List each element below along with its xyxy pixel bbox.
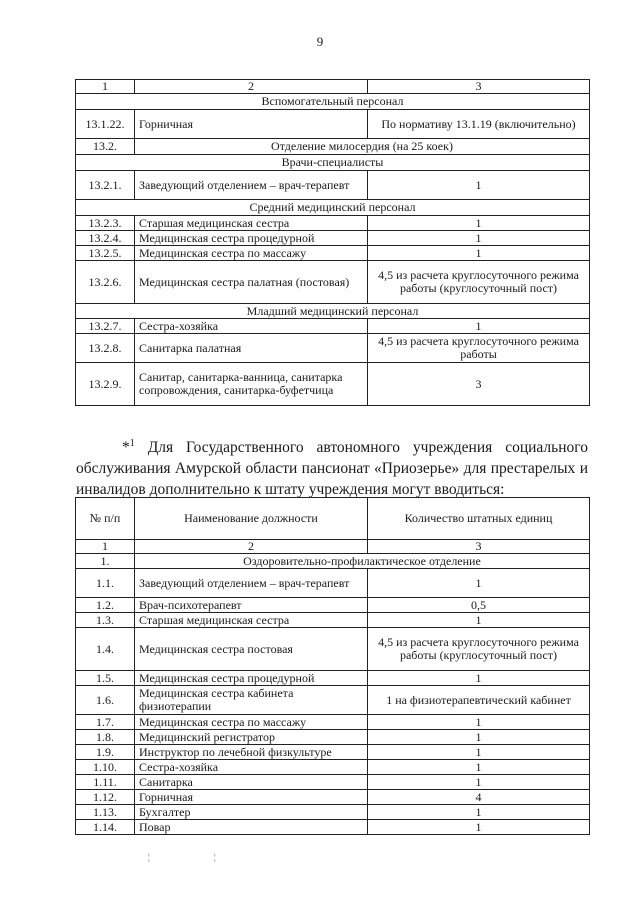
- position-name: Повар: [135, 820, 368, 835]
- table-row: [76, 363, 590, 406]
- table-row: [76, 231, 590, 246]
- row-number: 13.2.3.: [76, 216, 135, 231]
- column-number-row: [76, 540, 590, 554]
- footnote-text: Для Государственного автономного учреждения социального обслуживания Амурской области пансионат «Приозерье» для престарелых и инвалидов дополнительно к штату учреждения могут вводиться:: [76, 439, 589, 499]
- column-header: Количество штатных единиц: [368, 498, 590, 540]
- table-row: [76, 671, 590, 686]
- staff-count: 1: [368, 231, 590, 246]
- table-row: [76, 216, 590, 231]
- table-row: [76, 686, 590, 715]
- staff-count: 0,5: [368, 598, 590, 613]
- table-row: [76, 319, 590, 334]
- footnote-sup: 1: [129, 438, 135, 449]
- staff-count: 1: [368, 569, 590, 598]
- row-number: 1.9.: [76, 745, 135, 760]
- table-row: [76, 760, 590, 775]
- position-name: Горничная: [135, 790, 368, 805]
- staff-count: 1: [368, 319, 590, 334]
- section-title: Младший медицинский персонал: [76, 304, 590, 319]
- staff-count: 1: [368, 760, 590, 775]
- row-number: 13.2.6.: [76, 261, 135, 304]
- table-row: [76, 790, 590, 805]
- section-title: Вспомогательный персонал: [76, 94, 590, 110]
- staff-count: 4,5 из расчета круглосуточного режима работы (круглосуточный пост): [368, 261, 590, 304]
- row-number: 1.4.: [76, 628, 135, 671]
- section-title: Оздоровительно-профилактическое отделение: [135, 554, 590, 569]
- row-number: 1.6.: [76, 686, 135, 715]
- table-row: [76, 628, 590, 671]
- staff-table-health-department: [75, 497, 590, 835]
- scan-mark: ¦: [214, 852, 216, 862]
- staff-count: 4,5 из расчета круглосуточного режима работы: [368, 334, 590, 363]
- row-number: 1.10.: [76, 760, 135, 775]
- row-number: 13.2.4.: [76, 231, 135, 246]
- position-name: Медицинская сестра палатная (постовая): [135, 261, 368, 304]
- column-number: 2: [135, 80, 368, 94]
- position-name: Бухгалтер: [135, 805, 368, 820]
- staff-count: 1: [368, 715, 590, 730]
- section-title: Отделение милосердия (на 25 коек): [135, 139, 590, 155]
- position-name: Медицинская сестра процедурной: [135, 231, 368, 246]
- footnote-paragraph: [76, 433, 588, 500]
- row-number: 13.2.8.: [76, 334, 135, 363]
- section-row: [76, 94, 590, 110]
- staff-count: 4: [368, 790, 590, 805]
- table-row: [76, 715, 590, 730]
- row-number: 1.3.: [76, 613, 135, 628]
- position-name: Медицинская сестра кабинета физиотерапии: [135, 686, 368, 715]
- row-number: 1.14.: [76, 820, 135, 835]
- position-name: Медицинский регистратор: [135, 730, 368, 745]
- row-number: 1.8.: [76, 730, 135, 745]
- row-number: 1.7.: [76, 715, 135, 730]
- staff-count: 3: [368, 363, 590, 406]
- position-name: Сестра-хозяйка: [135, 319, 368, 334]
- table-row: [76, 334, 590, 363]
- table-row: [76, 820, 590, 835]
- staff-count: 1: [368, 730, 590, 745]
- row-number: 13.2.5.: [76, 246, 135, 261]
- header-row: [76, 498, 590, 540]
- table-row: [76, 110, 590, 139]
- staff-count: 1: [368, 613, 590, 628]
- row-number: 13.1.22.: [76, 110, 135, 139]
- position-name: Старшая медицинская сестра: [135, 216, 368, 231]
- table-row: [76, 730, 590, 745]
- position-name: Сестра-хозяйка: [135, 760, 368, 775]
- position-name: Санитарка: [135, 775, 368, 790]
- position-name: Медицинская сестра процедурной: [135, 671, 368, 686]
- section-row: [76, 554, 590, 569]
- position-name: Медицинская сестра постовая: [135, 628, 368, 671]
- page-number: 9: [316, 34, 324, 49]
- staff-table-mercy-department: [75, 79, 590, 406]
- section-title: Врачи-специалисты: [76, 155, 590, 171]
- position-name: Медицинская сестра по массажу: [135, 715, 368, 730]
- row-number: 1.5.: [76, 671, 135, 686]
- table-row: [76, 598, 590, 613]
- staff-count: 1: [368, 805, 590, 820]
- section-row: [76, 304, 590, 319]
- table-row: [76, 171, 590, 200]
- position-name: Заведующий отделением – врач-терапевт: [135, 569, 368, 598]
- row-number: 1.11.: [76, 775, 135, 790]
- table-row: [76, 775, 590, 790]
- position-name: Санитар, санитарка-ванница, санитарка сопровождения, санитарка-буфетчица: [135, 363, 368, 406]
- row-number: 13.2.7.: [76, 319, 135, 334]
- staff-count: 1: [368, 775, 590, 790]
- column-header: Наименование должности: [135, 498, 368, 540]
- column-header: № п/п: [76, 498, 135, 540]
- column-number: 3: [368, 540, 590, 554]
- row-number: 13.2.1.: [76, 171, 135, 200]
- table-row: [76, 613, 590, 628]
- section-row: [76, 200, 590, 216]
- table-row: [76, 569, 590, 598]
- section-title: Средний медицинский персонал: [76, 200, 590, 216]
- staff-count: 1: [368, 820, 590, 835]
- column-number: 1: [76, 80, 135, 94]
- position-name: Медицинская сестра по массажу: [135, 246, 368, 261]
- column-number: 1: [76, 540, 135, 554]
- row-number: 1.1.: [76, 569, 135, 598]
- row-number: 1.13.: [76, 805, 135, 820]
- position-name: Санитарка палатная: [135, 334, 368, 363]
- position-name: Врач-психотерапевт: [135, 598, 368, 613]
- position-name: Старшая медицинская сестра: [135, 613, 368, 628]
- staff-count: По нормативу 13.1.19 (включительно): [368, 110, 590, 139]
- row-number: 13.2.9.: [76, 363, 135, 406]
- position-name: Горничная: [135, 110, 368, 139]
- staff-count: 1 на физиотерапевтический кабинет: [368, 686, 590, 715]
- section-row: [76, 155, 590, 171]
- column-number-row: [76, 80, 590, 94]
- column-number: 3: [368, 80, 590, 94]
- section-row: [76, 139, 590, 155]
- position-name: Заведующий отделением – врач-терапевт: [135, 171, 368, 200]
- row-number: 1.: [76, 554, 135, 569]
- staff-count: 1: [368, 216, 590, 231]
- staff-count: 1: [368, 246, 590, 261]
- table-row: [76, 805, 590, 820]
- row-number: 1.12.: [76, 790, 135, 805]
- scan-mark: ¦: [148, 852, 150, 862]
- table-row: [76, 246, 590, 261]
- row-number: 13.2.: [76, 139, 135, 155]
- staff-count: 1: [368, 671, 590, 686]
- staff-count: 1: [368, 745, 590, 760]
- footnote-marker: *: [122, 439, 130, 457]
- table-row: [76, 745, 590, 760]
- row-number: 1.2.: [76, 598, 135, 613]
- table-row: [76, 261, 590, 304]
- position-name: Инструктор по лечебной физкультуре: [135, 745, 368, 760]
- staff-count: 1: [368, 171, 590, 200]
- staff-count: 4,5 из расчета круглосуточного режима работы (круглосуточный пост): [368, 628, 590, 671]
- column-number: 2: [135, 540, 368, 554]
